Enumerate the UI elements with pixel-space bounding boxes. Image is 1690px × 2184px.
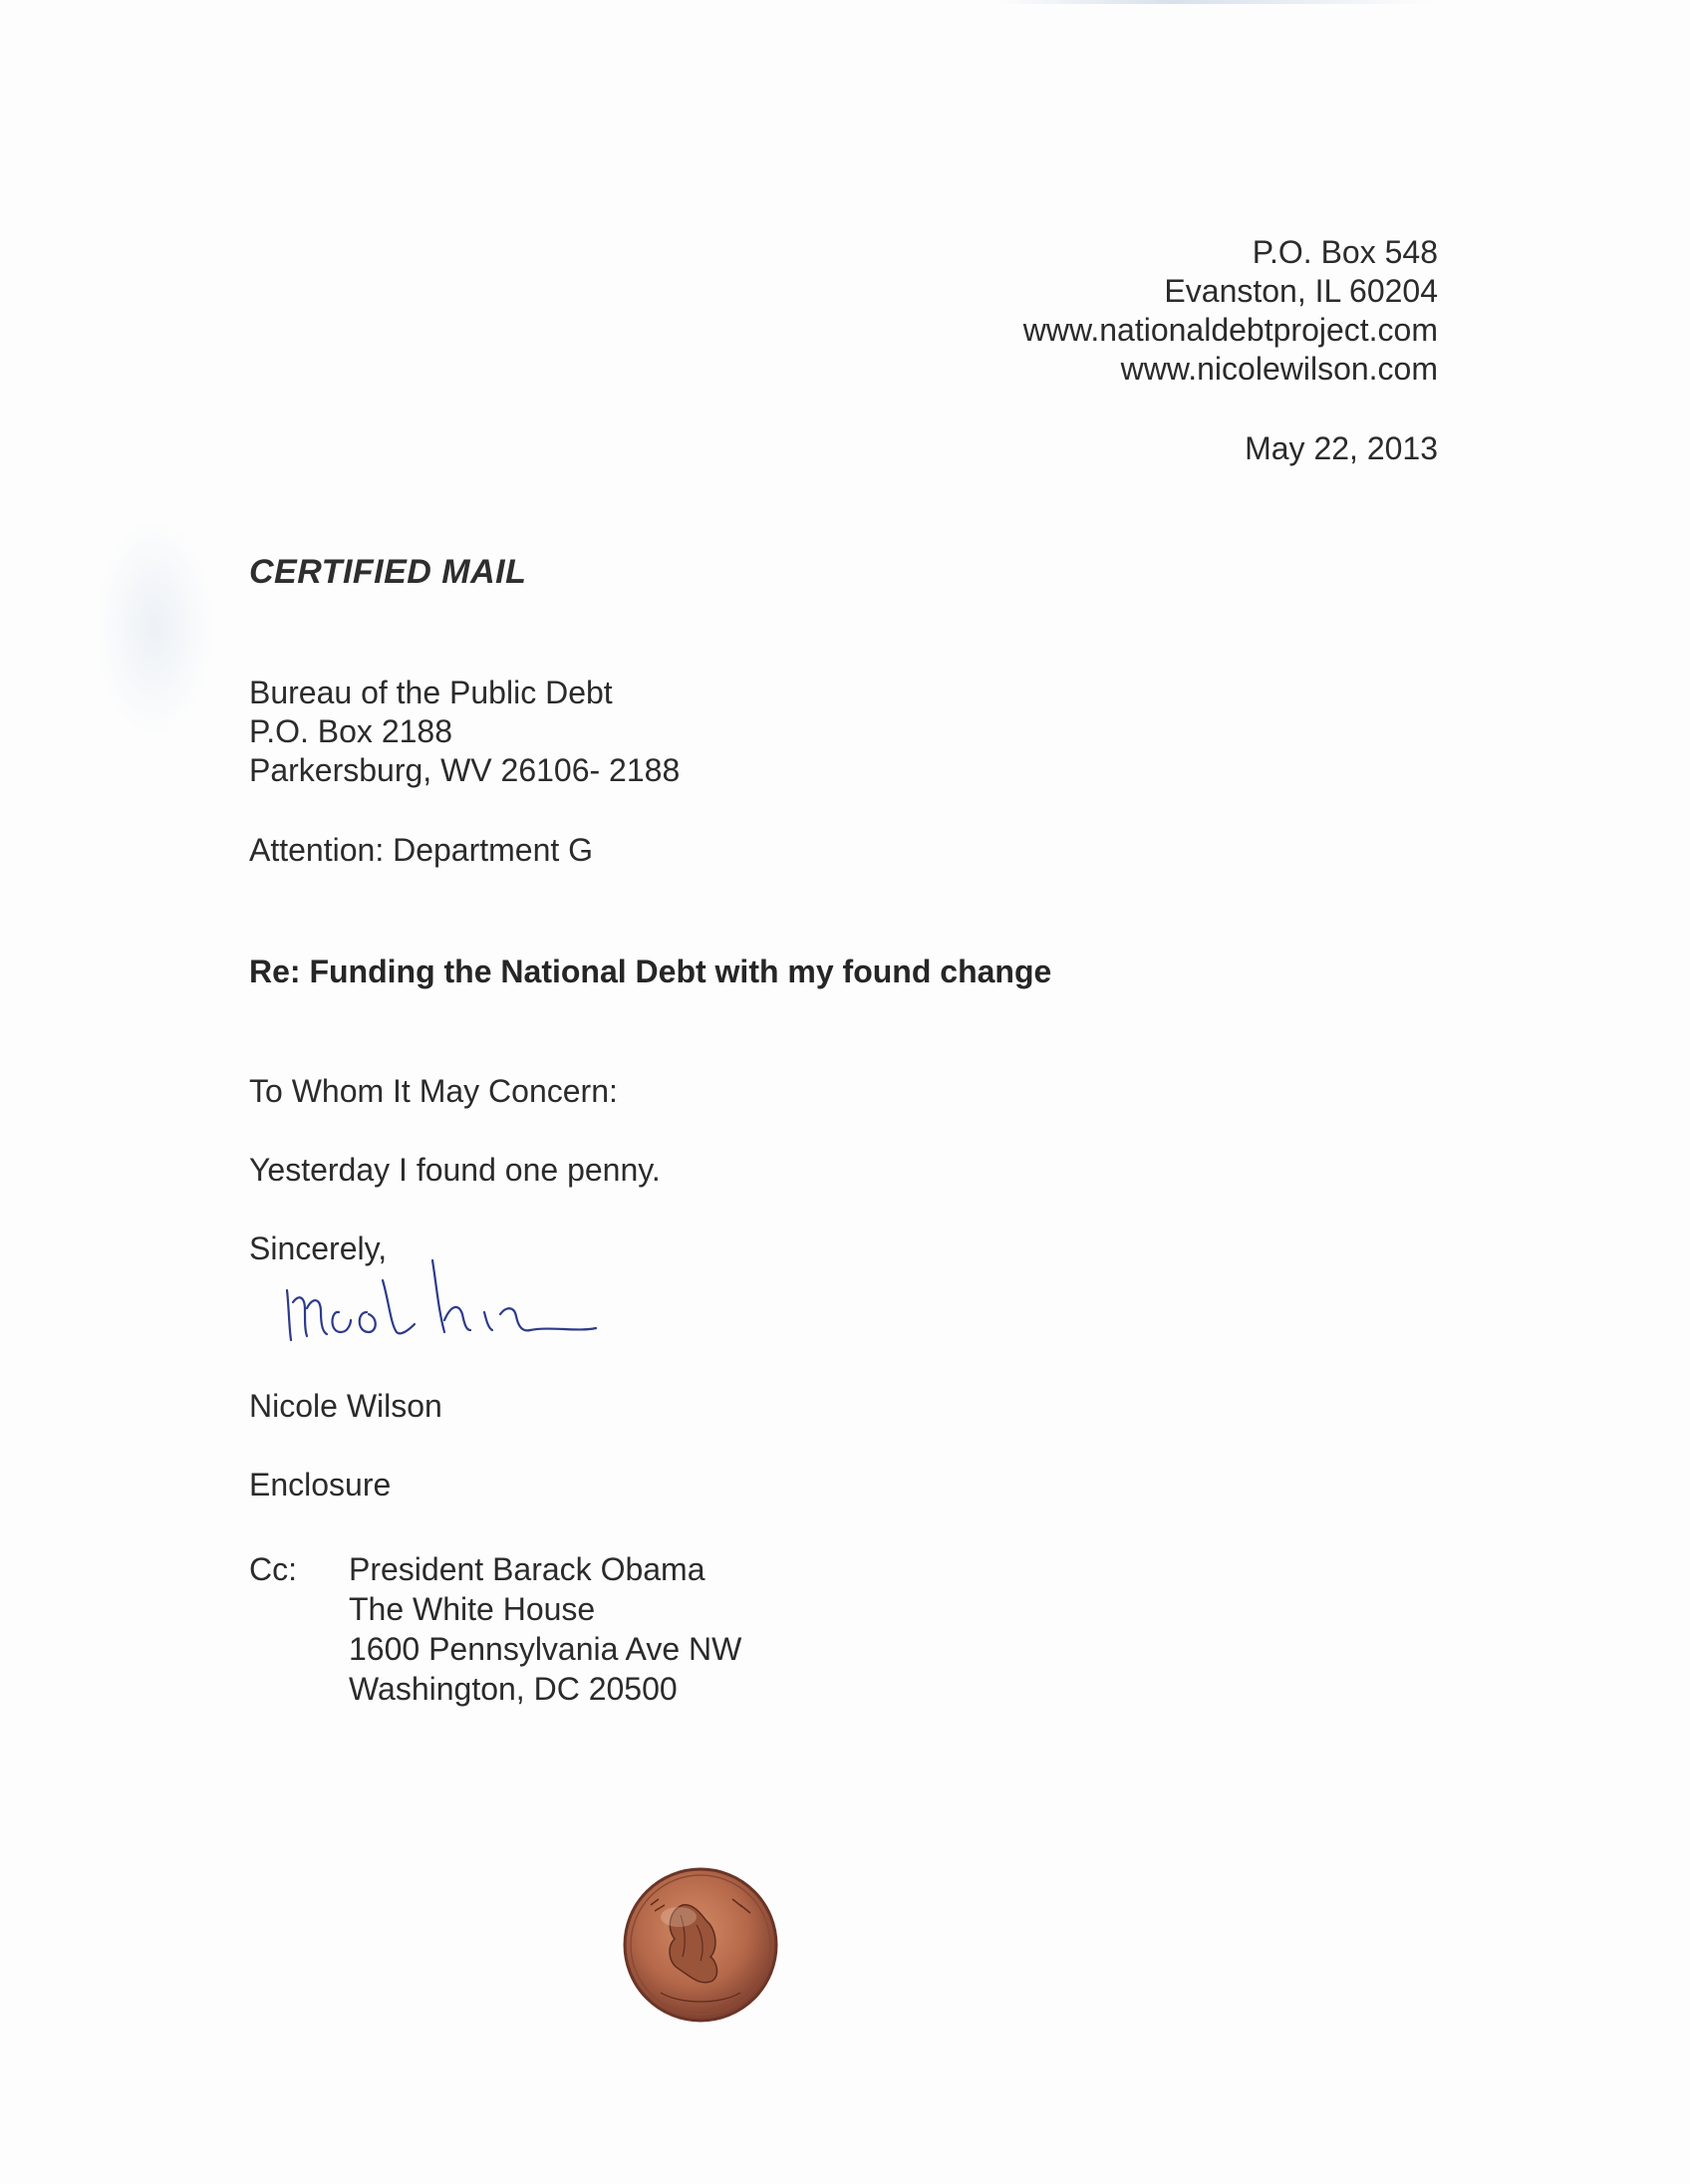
cc-line: The White House: [349, 1591, 596, 1627]
sender-address-line1: P.O. Box 548: [1252, 234, 1438, 270]
handwritten-signature-icon: [279, 1240, 668, 1360]
cc-line: President Barack Obama: [349, 1551, 705, 1587]
scan-smudge: [95, 518, 214, 737]
attention-line: Attention: Department G: [249, 832, 594, 868]
salutation: To Whom It May Concern:: [249, 1073, 618, 1109]
cc-line: Washington, DC 20500: [349, 1671, 678, 1707]
subject-line: Re: Funding the National Debt with my found change: [249, 954, 1052, 989]
recipient-name: Bureau of the Public Debt: [249, 675, 613, 710]
signer-name: Nicole Wilson: [249, 1388, 442, 1424]
enclosure-note: Enclosure: [249, 1467, 392, 1502]
letter-body: Yesterday I found one penny.: [249, 1152, 661, 1188]
cc-line: 1600 Pennsylvania Ave NW: [349, 1631, 742, 1667]
letter-date: May 22, 2013: [1245, 430, 1438, 466]
closing: Sincerely,: [249, 1230, 388, 1266]
penny-coin-icon: [621, 1865, 780, 2025]
scan-mark: [996, 0, 1435, 4]
sender-website-1: www.nationaldebtproject.com: [1022, 312, 1438, 348]
sender-website-2: www.nicolewilson.com: [1120, 351, 1438, 387]
cc-address-block: [349, 1549, 741, 1709]
recipient-address-line1: P.O. Box 2188: [249, 713, 452, 749]
cc-label: Cc:: [249, 1551, 297, 1587]
certified-mail-heading: CERTIFIED MAIL: [249, 553, 527, 591]
recipient-address-line2: Parkersburg, WV 26106- 2188: [249, 752, 681, 788]
sender-address-line2: Evanston, IL 60204: [1164, 273, 1438, 309]
